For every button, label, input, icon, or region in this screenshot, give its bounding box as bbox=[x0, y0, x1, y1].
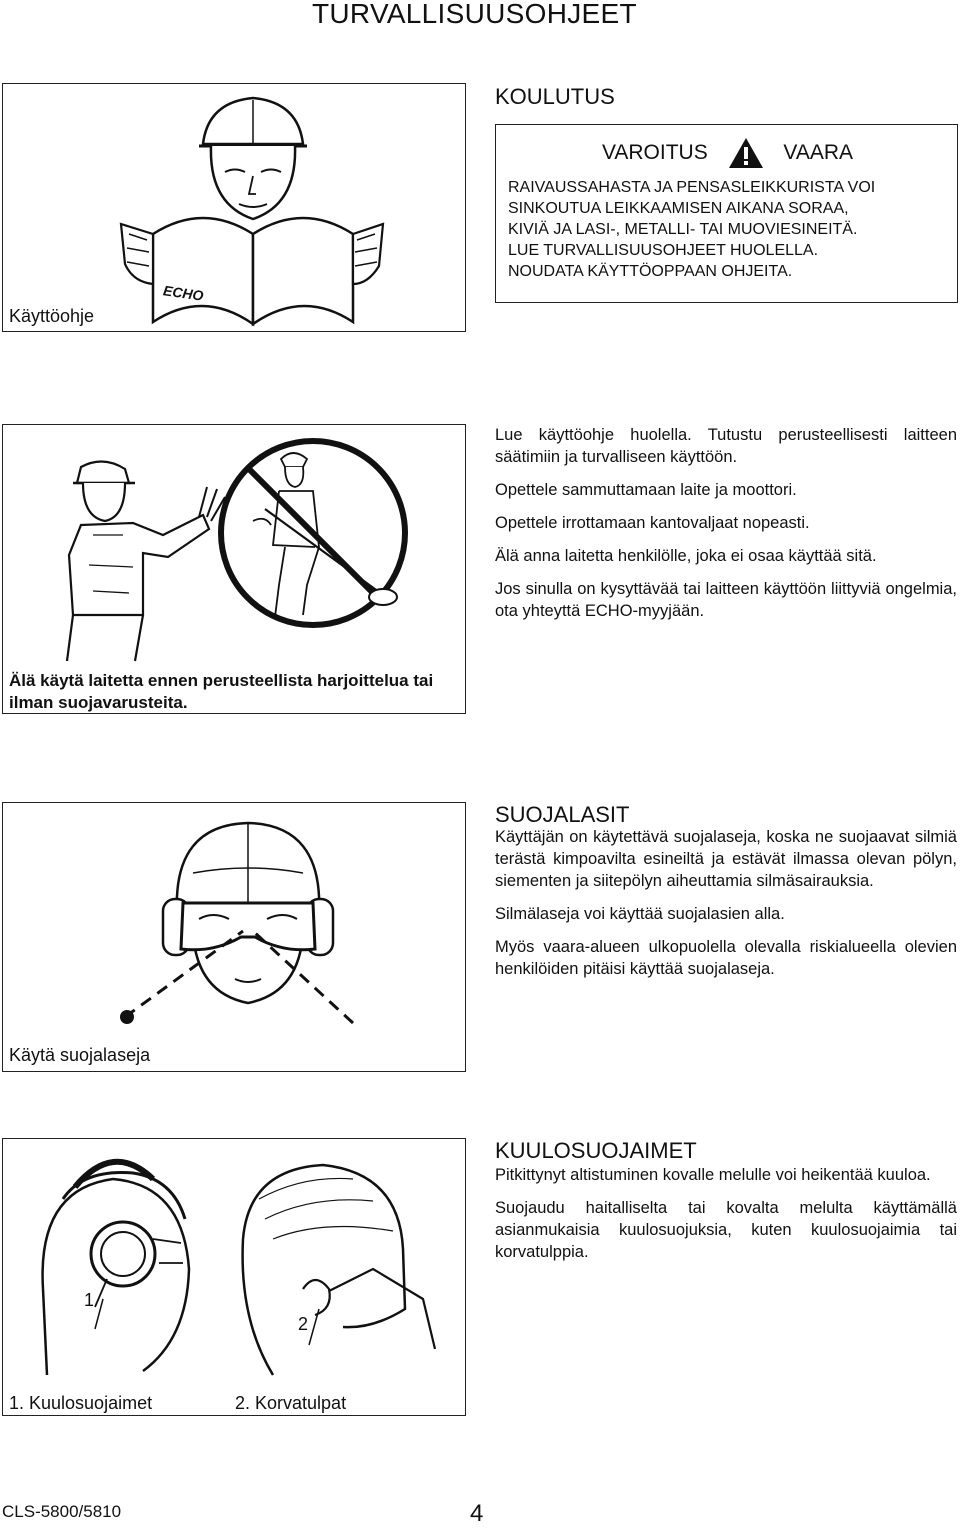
kuulosuojaimet-heading: KUULOSUOJAIMET bbox=[495, 1138, 697, 1163]
training-paragraph: Lue käyttöohje huolella. Tutustu perusteellisesti laitteen säätimiin ja turvalliseen käyttöön. bbox=[495, 426, 957, 466]
hearing-figure-box bbox=[2, 1138, 466, 1416]
suojalasit-paragraph: Käyttäjän on käytettävä suojalaseja, koska ne suojaavat silmiä terästä kimpoavilta esineiltä ja estävät ilmassa olevan pölyn, siementen ja siitepölyn aiheuttamia silmäsairauksia. bbox=[495, 828, 957, 890]
suojalasit-heading: SUOJALASIT bbox=[495, 802, 630, 827]
training-paragraph: Opettele irrottamaan kantovaljaat nopeasti. bbox=[495, 514, 810, 532]
callout-1-label: 1 bbox=[84, 1290, 95, 1310]
warning-right-label: VAARA bbox=[783, 141, 854, 164]
warning-line: KIVIÄ JA LASI-, METALLI- TAI MUOVIESINEITÄ. bbox=[508, 221, 858, 238]
kuulosuojaimet-paragraph: Suojaudu haitalliselta tai kovalta melulta käyttämällä asianmukaisia kuulosuojuksia, kuten kuulosuojaimia tai korvatulppia. bbox=[495, 1199, 957, 1261]
hearing-caption-1: 1. Kuulosuojaimet bbox=[9, 1393, 153, 1413]
warning-line: SINKOUTUA LEIKKAAMISEN AIKANA SORAA, bbox=[508, 200, 849, 217]
manual-figure-box bbox=[2, 83, 466, 332]
goggles-figure-caption: Käytä suojalaseja bbox=[9, 1045, 151, 1065]
manual-logo: ECHO bbox=[162, 282, 205, 304]
no-lend-figure-box bbox=[2, 424, 466, 714]
koulutus-heading: KOULUTUS bbox=[495, 84, 615, 109]
training-text bbox=[495, 424, 957, 633]
warning-line: LUE TURVALLISUUSOHJEET HUOLELLA. bbox=[508, 242, 819, 259]
reading-man-illustration bbox=[3, 84, 464, 330]
training-paragraph: Älä anna laitetta henkilölle, joka ei osaa käyttää sitä. bbox=[495, 547, 877, 565]
warning-left-label: VAROITUS bbox=[601, 141, 708, 164]
hearing-caption-2: 2. Korvatulpat bbox=[235, 1393, 347, 1413]
callout-2-label: 2 bbox=[298, 1314, 309, 1334]
no-lend-figure-caption: Älä käytä laitetta ennen perusteellista harjoittelua tai ilman suojavarusteita. bbox=[9, 671, 434, 712]
page-title: TURVALLISUUSOHJEET bbox=[312, 0, 637, 29]
no-lend-illustration bbox=[3, 425, 464, 665]
manual-figure-caption: Käyttöohje bbox=[9, 306, 95, 326]
training-paragraph: Jos sinulla on kysyttävää tai laitteen käyttöön liittyviä ongelmia, ota yhteyttä ECHO-myyjään. bbox=[495, 580, 957, 620]
kuulosuojaimet-text bbox=[495, 1164, 957, 1274]
warning-text bbox=[508, 177, 947, 282]
training-paragraph: Opettele sammuttamaan laite ja moottori. bbox=[495, 481, 797, 499]
warning-box bbox=[495, 124, 958, 303]
warning-title-row bbox=[508, 137, 947, 169]
goggles-figure-box bbox=[2, 802, 466, 1072]
kuulosuojaimet-paragraph: Pitkittynyt altistuminen kovalle melulle voi heikentää kuuloa. bbox=[495, 1166, 931, 1184]
suojalasit-paragraph: Myös vaara-alueen ulkopuolella olevalla riskialueella olevien henkilöiden pitäisi käyttää suojalaseja. bbox=[495, 938, 957, 978]
goggles-illustration bbox=[3, 803, 464, 1028]
warning-triangle-icon bbox=[728, 137, 764, 169]
page-number: 4 bbox=[470, 1500, 484, 1527]
warning-line: RAIVAUSSAHASTA JA PENSASLEIKKURISTA VOI bbox=[508, 179, 876, 196]
hearing-illustration bbox=[3, 1139, 464, 1379]
warning-line: NOUDATA KÄYTTÖOPPAAN OHJEITA. bbox=[508, 263, 793, 280]
model-code: CLS-5800/5810 bbox=[2, 1502, 122, 1521]
suojalasit-paragraph: Silmälaseja voi käyttää suojalasien alla. bbox=[495, 905, 785, 923]
suojalasit-text bbox=[495, 826, 957, 991]
